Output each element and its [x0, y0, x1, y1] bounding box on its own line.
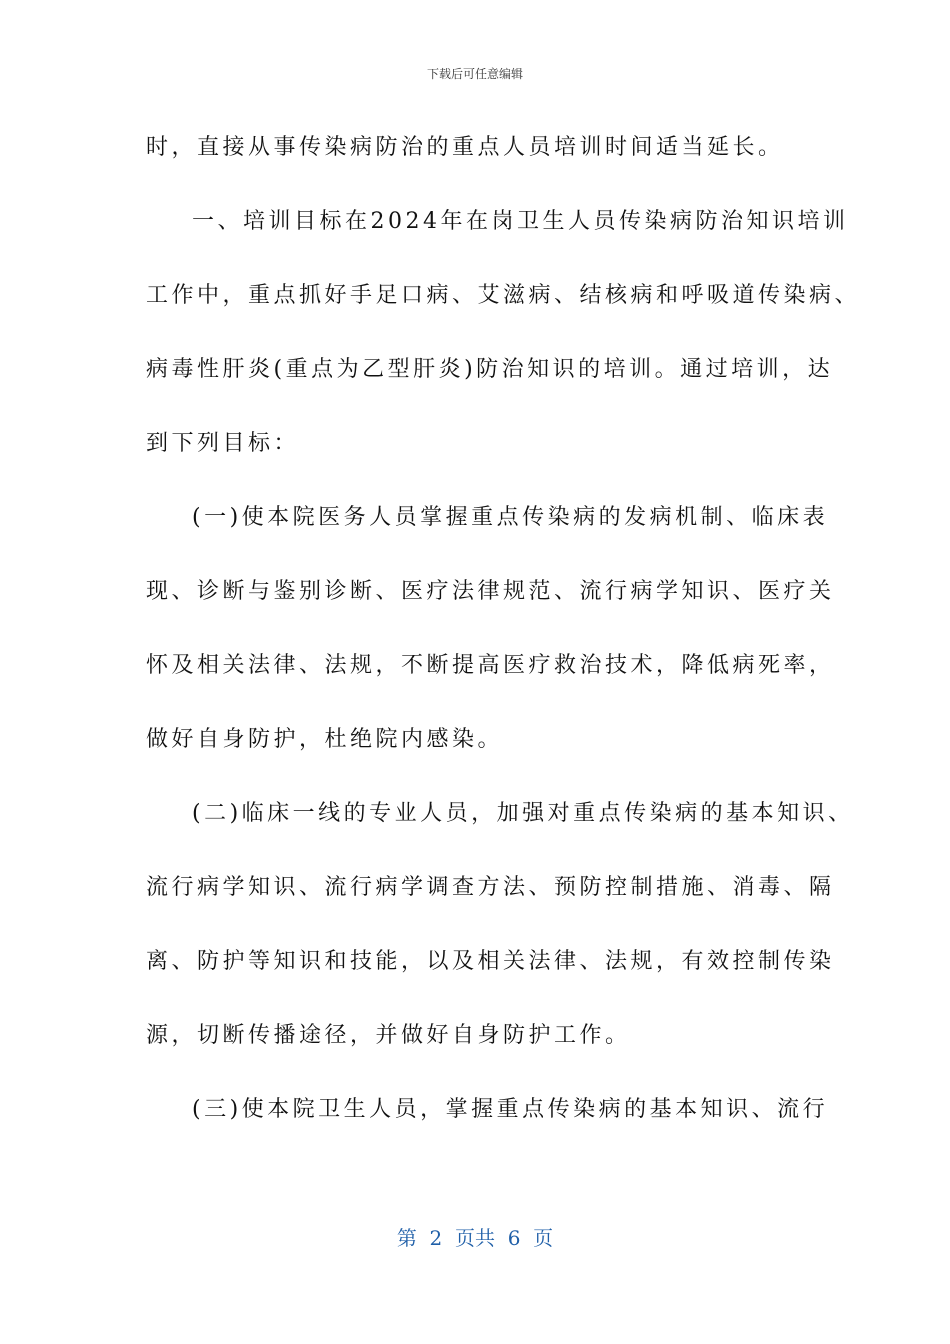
text-line: 工作中，重点抓好手足口病、艾滋病、结核病和呼吸道传染病、 [146, 283, 861, 308]
text-line: 做好自身防护，杜绝院内感染。 [146, 727, 504, 752]
text-line: 离、防护等知识和技能，以及相关法律、法规，有效控制传染 [146, 949, 835, 974]
text-line: 一、培训目标在2024年在岗卫生人员传染病防治知识培训 [192, 209, 849, 234]
text-line: 时，直接从事传染病防治的重点人员培训时间适当延长。 [146, 135, 784, 160]
text-line: 病毒性肝炎(重点为乙型肝炎)防治知识的培训。通过培训，达 [146, 357, 834, 382]
text-line: (三)使本院卫生人员，掌握重点传染病的基本知识、流行 [192, 1097, 829, 1122]
body-text [146, 124, 861, 1122]
text-line: 到下列目标： [146, 431, 300, 456]
text-line: 现、诊断与鉴别诊断、医疗法律规范、流行病学知识、医疗关 [146, 579, 835, 604]
text-line: (二)临床一线的专业人员，加强对重点传染病的基本知识、 [192, 801, 854, 826]
text-line: (一)使本院医务人员掌握重点传染病的发病机制、临床表 [192, 505, 829, 530]
text-line: 源，切断传播途径，并做好自身防护工作。 [146, 1023, 631, 1048]
text-line: 流行病学知识、流行病学调查方法、预防控制措施、消毒、隔 [146, 875, 835, 900]
text-line: 怀及相关法律、法规，不断提高医疗救治技术，降低病死率， [146, 653, 835, 678]
page-header: 下载后可任意编辑 [426, 67, 523, 81]
page-number-footer: 第 2 页共 6 页 [396, 1226, 554, 1250]
